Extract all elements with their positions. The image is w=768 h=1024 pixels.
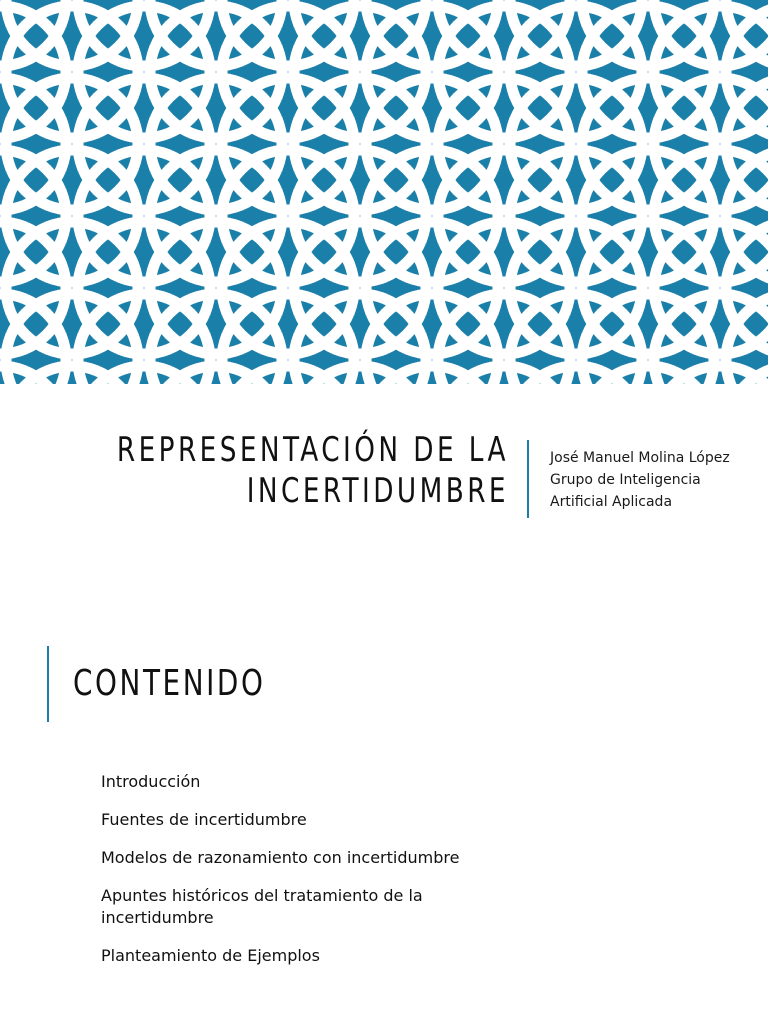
title-line-2: INCERTIDUMBRE <box>246 471 509 511</box>
title-line-1: REPRESENTACIÓN DE LA <box>116 430 509 470</box>
contents-item-introduccion: Introducción <box>101 772 201 791</box>
author-name: José Manuel Molina López <box>550 450 730 466</box>
author-info <box>550 447 730 513</box>
contents-item-planteamiento: Planteamiento de Ejemplos <box>101 946 320 965</box>
contents-item-fuentes: Fuentes de incertidumbre <box>101 810 307 829</box>
title-section <box>0 384 768 588</box>
contents-accent-bar <box>47 646 49 722</box>
decorative-banner <box>0 0 768 384</box>
author-group-line-1: Grupo de Inteligencia <box>550 472 701 488</box>
title-divider <box>527 440 529 518</box>
contents-item-apuntes: Apuntes históricos del tratamiento de la incertidumbre <box>101 886 423 927</box>
author-group-line-2: Artificial Aplicada <box>550 494 673 510</box>
presentation-title <box>113 430 509 512</box>
contents-item-modelos: Modelos de razonamiento con incertidumbre <box>101 848 460 867</box>
contents-list <box>101 771 501 983</box>
contents-heading: CONTENIDO <box>73 663 266 704</box>
interlocking-circles-pattern <box>0 0 768 384</box>
